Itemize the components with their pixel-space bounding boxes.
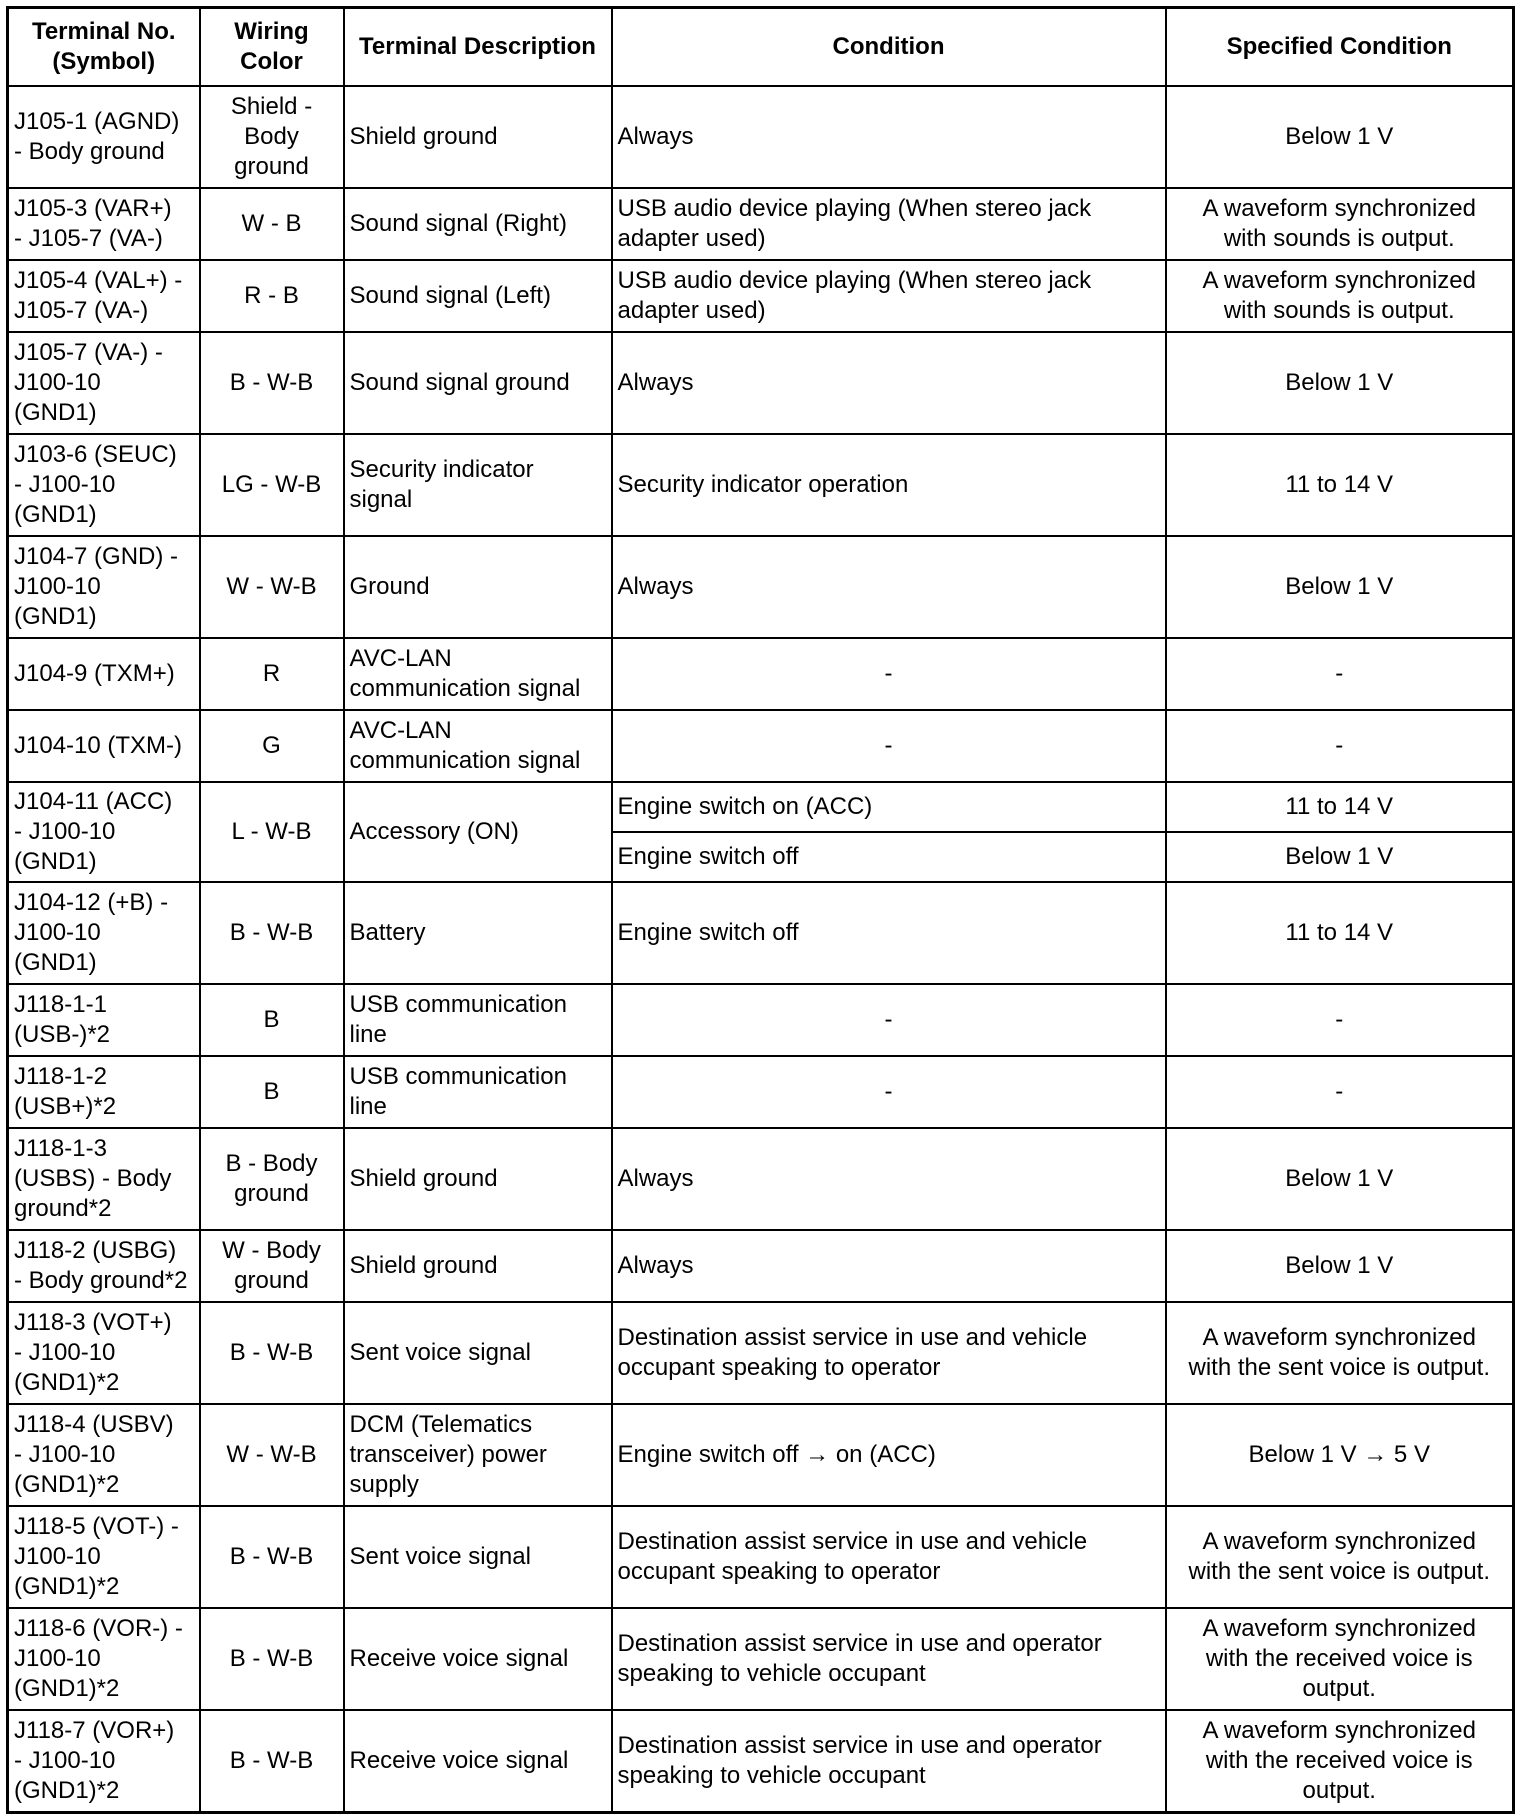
condition-cell: Destination assist service in use and vehicle occupant speaking to operator bbox=[612, 1506, 1166, 1608]
condition-cell: - bbox=[612, 1056, 1166, 1128]
terminal-cell: J118-4 (USBV) - J100-10 (GND1)*2 bbox=[8, 1404, 200, 1506]
terminal-cell: J118-1-1 (USB-)*2 bbox=[8, 984, 200, 1056]
terminal-cell: J104-9 (TXM+) bbox=[8, 638, 200, 710]
terminal-description-cell: Sent voice signal bbox=[344, 1506, 612, 1608]
specified-condition-cell: - bbox=[1166, 984, 1514, 1056]
terminal-description-cell: Sent voice signal bbox=[344, 1302, 612, 1404]
terminal-cell: J104-7 (GND) - J100-10 (GND1) bbox=[8, 536, 200, 638]
condition-cell: Always bbox=[612, 536, 1166, 638]
condition-cell: Destination assist service in use and vehicle occupant speaking to operator bbox=[612, 1302, 1166, 1404]
table-row bbox=[8, 536, 1514, 638]
wiring-color-cell: B - W-B bbox=[200, 1608, 344, 1710]
specified-condition-cell: Below 1 V bbox=[1166, 86, 1514, 188]
terminal-table bbox=[6, 6, 1515, 1814]
terminal-cell: J105-1 (AGND) - Body ground bbox=[8, 86, 200, 188]
specified-condition-cell: Below 1 V bbox=[1166, 1230, 1514, 1302]
terminal-description-cell: Sound signal (Right) bbox=[344, 188, 612, 260]
specified-condition-cell: Below 1 V bbox=[1166, 1128, 1514, 1230]
condition-cell: Destination assist service in use and operator speaking to vehicle occupant bbox=[612, 1710, 1166, 1812]
specified-condition-cell: - bbox=[1166, 638, 1514, 710]
condition-cell: Always bbox=[612, 1128, 1166, 1230]
wiring-color-cell: B bbox=[200, 1056, 344, 1128]
terminal-description-cell: Shield ground bbox=[344, 1230, 612, 1302]
condition-cell: USB audio device playing (When stereo jack adapter used) bbox=[612, 260, 1166, 332]
specified-condition-cell: Below 1 V bbox=[1166, 832, 1514, 882]
wiring-color-cell: B - W-B bbox=[200, 882, 344, 984]
condition-cell: Engine switch off bbox=[612, 882, 1166, 984]
wiring-color-cell: B - W-B bbox=[200, 1506, 344, 1608]
condition-cell: Always bbox=[612, 1230, 1166, 1302]
specified-condition-cell: A waveform synchronized with sounds is output. bbox=[1166, 188, 1514, 260]
terminal-description-cell: Receive voice signal bbox=[344, 1608, 612, 1710]
table-row bbox=[8, 638, 1514, 710]
specified-condition-cell: 11 to 14 V bbox=[1166, 434, 1514, 536]
specified-condition-cell: 11 to 14 V bbox=[1166, 782, 1514, 832]
terminal-cell: J105-3 (VAR+) - J105-7 (VA-) bbox=[8, 188, 200, 260]
terminal-description-cell: Receive voice signal bbox=[344, 1710, 612, 1812]
terminal-cell: J118-7 (VOR+) - J100-10 (GND1)*2 bbox=[8, 1710, 200, 1812]
terminal-description-cell: Ground bbox=[344, 536, 612, 638]
condition-cell: USB audio device playing (When stereo jack adapter used) bbox=[612, 188, 1166, 260]
terminal-cell: J118-5 (VOT-) - J100-10 (GND1)*2 bbox=[8, 1506, 200, 1608]
wiring-color-cell: B bbox=[200, 984, 344, 1056]
terminal-cell: J105-4 (VAL+) - J105-7 (VA-) bbox=[8, 260, 200, 332]
terminal-description-cell: Security indicator signal bbox=[344, 434, 612, 536]
table-row bbox=[8, 1128, 1514, 1230]
table-row bbox=[8, 1056, 1514, 1128]
specified-condition-cell: A waveform synchronized with sounds is output. bbox=[1166, 260, 1514, 332]
condition-cell: - bbox=[612, 984, 1166, 1056]
wiring-color-cell: B - W-B bbox=[200, 332, 344, 434]
header-terminal: Terminal No. (Symbol) bbox=[8, 8, 200, 87]
terminal-cell: J104-12 (+B) - J100-10 (GND1) bbox=[8, 882, 200, 984]
specified-condition-cell: 11 to 14 V bbox=[1166, 882, 1514, 984]
specified-condition-cell: A waveform synchronized with the received voice is output. bbox=[1166, 1710, 1514, 1812]
header-wiring-color: Wiring Color bbox=[200, 8, 344, 87]
table-row bbox=[8, 1230, 1514, 1302]
terminal-description-cell: AVC-LAN communication signal bbox=[344, 638, 612, 710]
table-row bbox=[8, 1608, 1514, 1710]
table-row bbox=[8, 188, 1514, 260]
wiring-color-cell: G bbox=[200, 710, 344, 782]
terminal-cell: J118-3 (VOT+) - J100-10 (GND1)*2 bbox=[8, 1302, 200, 1404]
terminal-cell: J118-1-2 (USB+)*2 bbox=[8, 1056, 200, 1128]
table-row bbox=[8, 882, 1514, 984]
header-condition: Condition bbox=[612, 8, 1166, 87]
wiring-color-cell: L - W-B bbox=[200, 782, 344, 882]
terminal-cell: J105-7 (VA-) - J100-10 (GND1) bbox=[8, 332, 200, 434]
terminal-cell: J118-1-3 (USBS) - Body ground*2 bbox=[8, 1128, 200, 1230]
terminal-cell: J104-10 (TXM-) bbox=[8, 710, 200, 782]
terminal-description-cell: Shield ground bbox=[344, 1128, 612, 1230]
specified-condition-cell: Below 1 V → 5 V bbox=[1166, 1404, 1514, 1506]
condition-cell: - bbox=[612, 638, 1166, 710]
specified-condition-cell: A waveform synchronized with the sent voice is output. bbox=[1166, 1302, 1514, 1404]
specified-condition-cell: A waveform synchronized with the sent voice is output. bbox=[1166, 1506, 1514, 1608]
table-row bbox=[8, 434, 1514, 536]
terminal-description-cell: USB communication line bbox=[344, 984, 612, 1056]
wiring-color-cell: R - B bbox=[200, 260, 344, 332]
wiring-color-cell: Shield - Body ground bbox=[200, 86, 344, 188]
specified-condition-cell: Below 1 V bbox=[1166, 536, 1514, 638]
terminal-description-cell: USB communication line bbox=[344, 1056, 612, 1128]
terminal-description-cell: Accessory (ON) bbox=[344, 782, 612, 882]
wiring-color-cell: W - W-B bbox=[200, 536, 344, 638]
table-row bbox=[8, 1506, 1514, 1608]
specified-condition-cell: A waveform synchronized with the received voice is output. bbox=[1166, 1608, 1514, 1710]
table-row bbox=[8, 1710, 1514, 1812]
condition-cell: Destination assist service in use and operator speaking to vehicle occupant bbox=[612, 1608, 1166, 1710]
wiring-color-cell: W - W-B bbox=[200, 1404, 344, 1506]
terminal-description-cell: Battery bbox=[344, 882, 612, 984]
terminal-description-cell: Shield ground bbox=[344, 86, 612, 188]
wiring-color-cell: B - W-B bbox=[200, 1302, 344, 1404]
specified-condition-cell: - bbox=[1166, 710, 1514, 782]
condition-cell: - bbox=[612, 710, 1166, 782]
table-row bbox=[8, 86, 1514, 188]
specified-condition-cell: - bbox=[1166, 1056, 1514, 1128]
header-row bbox=[8, 8, 1514, 87]
terminal-cell: J103-6 (SEUC) - J100-10 (GND1) bbox=[8, 434, 200, 536]
terminal-description-cell: Sound signal (Left) bbox=[344, 260, 612, 332]
wiring-color-cell: LG - W-B bbox=[200, 434, 344, 536]
wiring-color-cell: W - Body ground bbox=[200, 1230, 344, 1302]
table-row bbox=[8, 1302, 1514, 1404]
header-terminal-description: Terminal Description bbox=[344, 8, 612, 87]
condition-cell: Security indicator operation bbox=[612, 434, 1166, 536]
terminal-cell: J118-6 (VOR-) - J100-10 (GND1)*2 bbox=[8, 1608, 200, 1710]
condition-cell: Engine switch off → on (ACC) bbox=[612, 1404, 1166, 1506]
condition-cell: Always bbox=[612, 86, 1166, 188]
wiring-color-cell: R bbox=[200, 638, 344, 710]
wiring-color-cell: B - Body ground bbox=[200, 1128, 344, 1230]
condition-cell: Engine switch on (ACC) bbox=[612, 782, 1166, 832]
condition-cell: Engine switch off bbox=[612, 832, 1166, 882]
terminal-cell: J118-2 (USBG) - Body ground*2 bbox=[8, 1230, 200, 1302]
table-row bbox=[8, 984, 1514, 1056]
specified-condition-cell: Below 1 V bbox=[1166, 332, 1514, 434]
terminal-description-cell: AVC-LAN communication signal bbox=[344, 710, 612, 782]
terminal-cell: J104-11 (ACC) - J100-10 (GND1) bbox=[8, 782, 200, 882]
table-row bbox=[8, 782, 1514, 832]
header-specified-condition: Specified Condition bbox=[1166, 8, 1514, 87]
terminal-description-cell: DCM (Telematics transceiver) power supply bbox=[344, 1404, 612, 1506]
condition-cell: Always bbox=[612, 332, 1166, 434]
wiring-color-cell: W - B bbox=[200, 188, 344, 260]
table-row bbox=[8, 332, 1514, 434]
table-row bbox=[8, 710, 1514, 782]
terminal-table-container bbox=[6, 6, 1515, 1814]
terminal-description-cell: Sound signal ground bbox=[344, 332, 612, 434]
table-row bbox=[8, 260, 1514, 332]
table-row bbox=[8, 1404, 1514, 1506]
wiring-color-cell: B - W-B bbox=[200, 1710, 344, 1812]
